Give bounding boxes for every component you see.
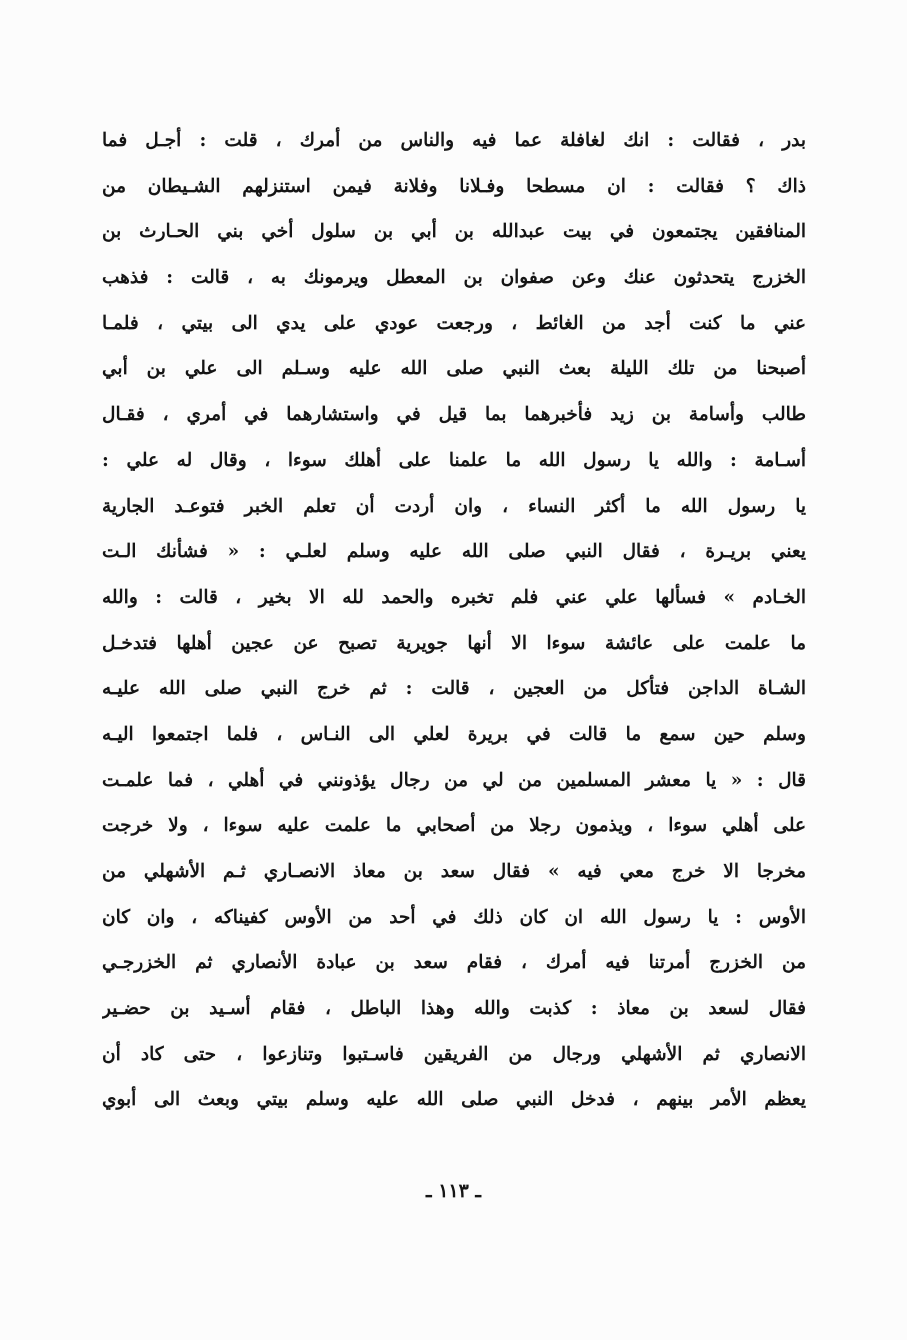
text-line: بدر ، فقالت : انك لغافلة عما فيه والناس من أمرك ، قلت : أجـل فما — [102, 130, 806, 151]
text-line: يعظم الأمر بينهم ، فدخل النبي صلى الله عليه وسلم بيتي وبعث الى أبوي — [102, 1089, 806, 1111]
text-line: الخـادم » فسألها علي عني فلم تخبره والحمد لله الا بخير ، قالت : والله — [102, 586, 806, 608]
text-line: الخزرج يتحدثون عنك وعن صفوان بن المعطل ويرمونك به ، قالت : فذهب — [102, 267, 806, 289]
text-line: الأوس : يا رسول الله ان كان ذلك في أحد من الأوس كفيناكه ، وان كان — [102, 906, 806, 928]
text-line: ما علمت على عائشة سوءا الا أنها جويرية تصبح عن عجين أهلها فتدخـل — [102, 632, 806, 654]
page-number: ـ ١١٣ ـ — [426, 1180, 481, 1202]
text-line: أسـامة : والله يا رسول الله ما علمنا على أهلك سوءا ، وقال له علي : — [102, 449, 806, 471]
text-line: الانصاري ثم الأشهلي ورجال من الفريقين فاسـتبوا وتنازعوا ، حتى كاد أن — [102, 1043, 806, 1065]
body-text — [102, 118, 806, 1123]
text-line: الشـاة الداجن فتأكل من العجين ، قالت : ثم خرج النبي صلى الله عليـه — [102, 678, 806, 700]
text-line: عني ما كنت أجد من الغائط ، ورجعت عودي على يدي الى بيتي ، فلمـا — [102, 312, 806, 334]
text-line: يا رسول الله ما أكثر النساء ، وان أردت أن تعلم الخبر فتوعـد الجارية — [102, 495, 806, 517]
text-line: مخرجا الا خرج معي فيه » فقال سعد بن معاذ الانصـاري ثـم الأشهلي من — [102, 861, 806, 882]
text-line: أصبحنا من تلك الليلة بعث النبي صلى الله عليه وسـلم الى علي بن أبي — [102, 358, 806, 380]
text-line: ذاك ؟ فقالت : ان مسطحا وفـلانا وفلانة فيمن استنزلهم الشـيطان من — [102, 175, 806, 197]
text-line: من الخزرج أمرتنا فيه أمرك ، فقام سعد بن عبادة الأنصاري ثم الخزرجـي — [102, 952, 806, 974]
text-line: المنافقين يجتمعون في بيت عبدالله بن أبي بن سلول أخي بني الحـارث بن — [102, 221, 806, 243]
text-line: طالب وأسامة بن زيد فأخبرهما بما قيل في واستشارهما في أمري ، فقـال — [102, 404, 806, 426]
text-line: فقال لسعد بن معاذ : كذبت والله وهذا الباطل ، فقام أسـيد بن حضـير — [102, 998, 806, 1020]
text-line: على أهلي سوءا ، ويذمون رجلا من أصحابي ما علمت عليه سوءا ، ولا خرجت — [102, 815, 806, 837]
text-line: يعني بريـرة ، فقال النبي صلى الله عليه وسلم لعلـي : « فشأنك الـت — [102, 541, 806, 563]
text-line: قال : « يا معشر المسلمين من لي من رجال يؤذونني في أهلي ، فما علمـت — [102, 769, 806, 791]
text-line: وسلم حين سمع ما قالت في بريرة لعلي الى النـاس ، فلما اجتمعوا اليـه — [102, 723, 806, 745]
